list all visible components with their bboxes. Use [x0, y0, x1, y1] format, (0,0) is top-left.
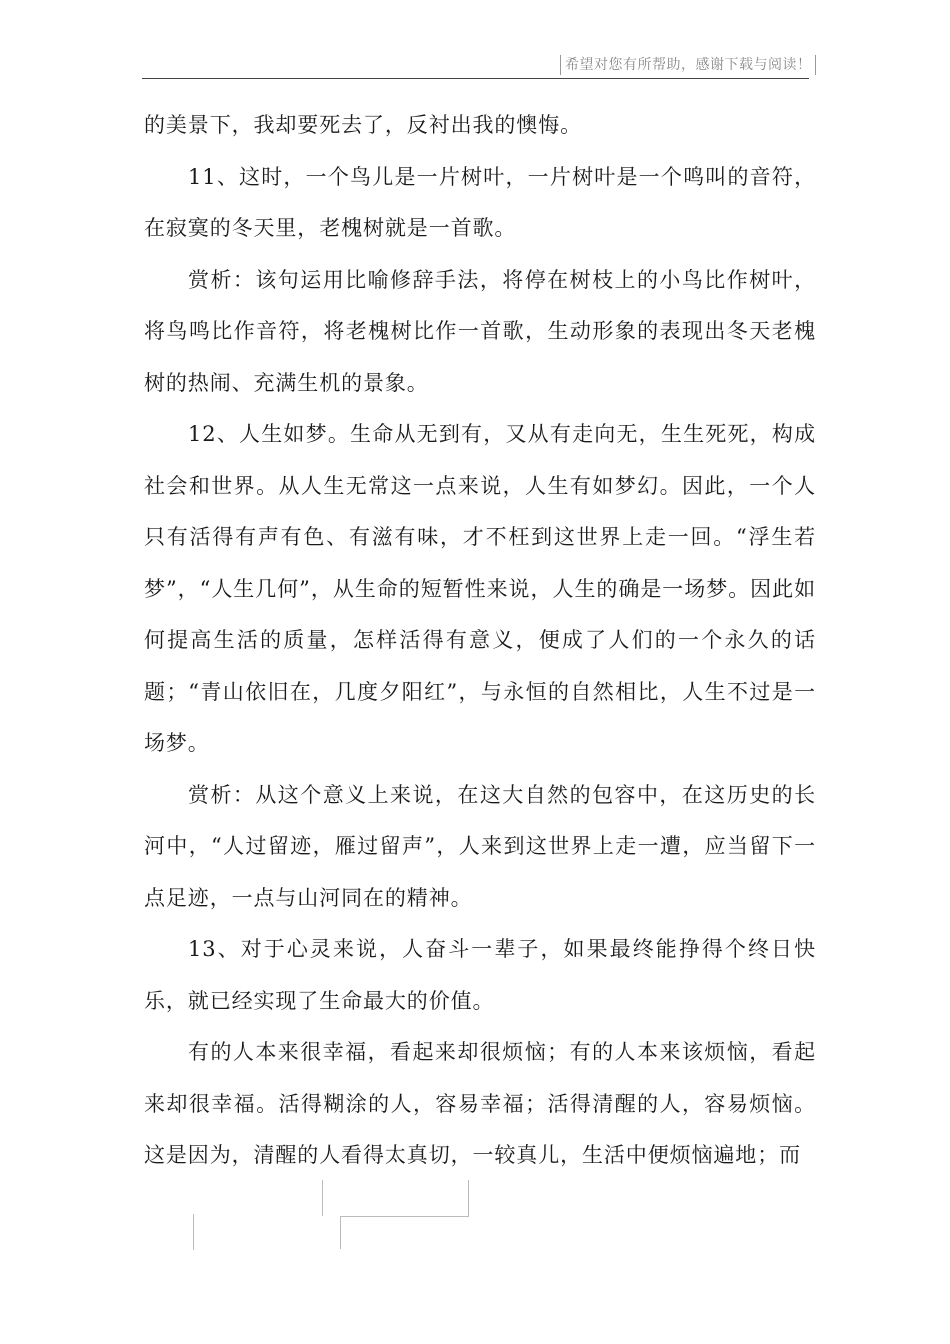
header-divider — [560, 55, 561, 75]
paragraph: 赏析：该句运用比喻修辞手法，将停在树枝上的小鸟比作树叶，将鸟鸣比作音符，将老槐树比作一首歌，生动形象的表现出冬天老槐树的热闹、充满生机的景象。 — [144, 267, 816, 395]
header-note — [560, 54, 812, 75]
paragraph: 13、对于心灵来说，人奋斗一辈子，如果最终能挣得个终日快乐，就已经实现了生命最大的价值。 — [144, 937, 816, 1013]
page-frame-fragment — [322, 1180, 323, 1216]
paragraph: 的美景下，我却要死去了，反衬出我的懊悔。 — [144, 113, 582, 137]
header-note-text: 希望对您有所帮助，感谢下载与阅读！ — [565, 57, 812, 73]
document-body — [144, 100, 816, 1182]
paragraph: 11、这时，一个鸟儿是一片树叶，一片树叶是一个鸣叫的音符，在寂寞的冬天里，老槐树就是一首歌。 — [144, 164, 816, 240]
header-rule — [142, 78, 809, 79]
page-frame-fragment — [468, 1180, 469, 1216]
header-divider — [815, 55, 816, 75]
page-frame-fragment — [340, 1216, 469, 1249]
paragraph: 12、人生如梦。生命从无到有，又从有走向无，生生死死，构成社会和世界。从人生无常这一点来说，人生有如梦幻。因此，一个人只有活得有声有色、有滋有味，才不枉到这世界上走一回。“浮生若梦”，“人生几何”，从生命的短暂性来说，人生的确是一场梦。因此如何提高生活的质量，怎样活得有意义，便成了人们的一个永久的话题；“青山依旧在，几度夕阳红”，与永恒的自然相比，人生不过是一场梦。 — [144, 422, 816, 755]
paragraph: 有的人本来很幸福，看起来却很烦恼；有的人本来该烦恼，看起来却很幸福。活得糊涂的人，容易幸福；活得清醒的人，容易烦恼。这是因为，清醒的人看得太真切，一较真儿，生活中便烦恼遍地；而 — [144, 1040, 816, 1167]
page-frame-fragment — [193, 1214, 194, 1250]
paragraph: 赏析：从这个意义上来说，在这大自然的包容中，在这历史的长河中，“人过留迹，雁过留声”，人来到这世界上走一遭，应当留下一点足迹，一点与山河同在的精神。 — [144, 782, 816, 910]
